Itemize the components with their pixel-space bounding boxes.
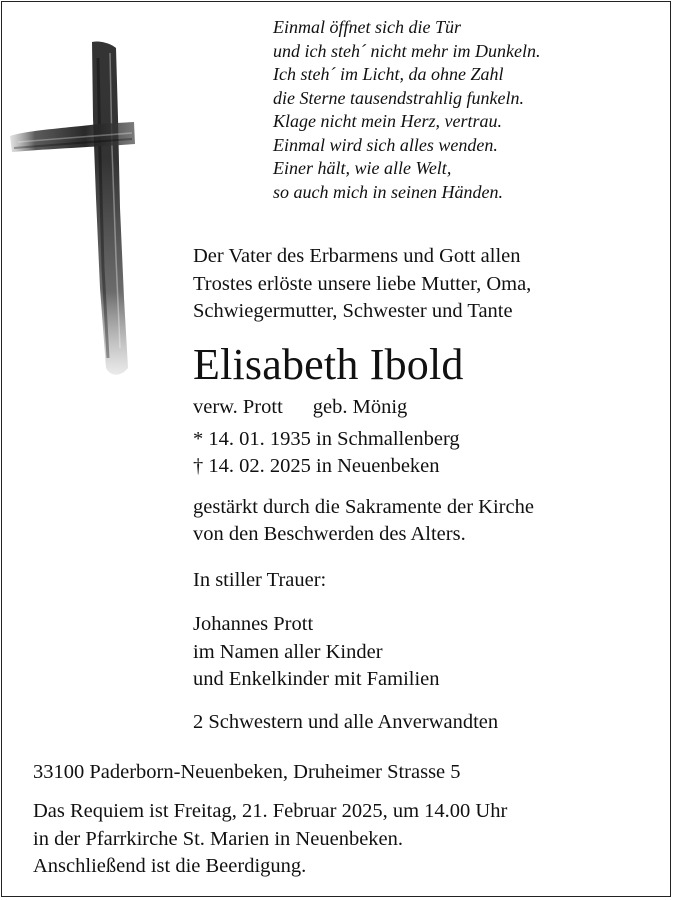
poem-line: die Sterne tausendstrahlig funkeln. [273, 87, 524, 108]
former-names [193, 394, 407, 420]
mourning-label: In stiller Trauer: [193, 569, 327, 591]
widowed-name: verw. Prott [193, 396, 283, 418]
family-line: im Namen aller Kinder [193, 640, 383, 663]
address-line: 33100 Paderborn-Neuenbeken, Druheimer Strasse 5 [33, 761, 461, 783]
poem-line: Einmal öffnet sich die Tür [273, 17, 461, 37]
deceased-name: Elisabeth Ibold [193, 340, 464, 389]
siblings-line: 2 Schwestern und alle Anverwandten [193, 711, 499, 733]
poem [273, 16, 540, 204]
birth-name: geb. Mönig [312, 396, 408, 418]
sacrament-text [193, 494, 534, 548]
poem-line: Einmal wird sich alles wenden. [273, 134, 498, 155]
poem-line: Einer hält, wie alle Welt, [273, 158, 452, 178]
poem-line: so auch mich in seinen Händen. [273, 181, 503, 202]
intro-line: Der Vater des Erbarmens und Gott allen [193, 245, 521, 267]
requiem-line: in der Pfarrkirche St. Marien in Neuenbeken. [33, 827, 404, 850]
life-dates [193, 426, 460, 480]
family-line: und Enkelkinder mit Familien [193, 668, 440, 690]
sacrament-line: von den Beschwerden des Alters. [193, 523, 466, 545]
family-line: Johannes Prott [193, 613, 314, 635]
poem-line: Klage nicht mein Herz, vertrau. [273, 111, 502, 131]
brushed-cross-icon [8, 38, 136, 383]
birth-date: * 14. 01. 1935 in Schmallenberg [193, 428, 460, 450]
poem-line: Ich steh´ im Licht, da ohne Zahl [273, 64, 504, 84]
requiem-info [33, 798, 507, 881]
sacrament-line: gestärkt durch die Sakramente der Kirche [193, 496, 534, 518]
death-date: † 14. 02. 2025 in Neuenbeken [193, 455, 440, 477]
requiem-line: Das Requiem ist Freitag, 21. Februar 2025, um 14.00 Uhr [33, 800, 508, 822]
intro-line: Trostes erlöste unsere liebe Mutter, Oma, [193, 272, 532, 295]
intro-line: Schwiegermutter, Schwester und Tante [193, 300, 513, 322]
poem-line: und ich steh´ nicht mehr im Dunkeln. [273, 40, 541, 61]
family-list [193, 611, 440, 694]
intro-text [193, 243, 531, 326]
requiem-line: Anschließend ist die Beerdigung. [33, 855, 307, 877]
